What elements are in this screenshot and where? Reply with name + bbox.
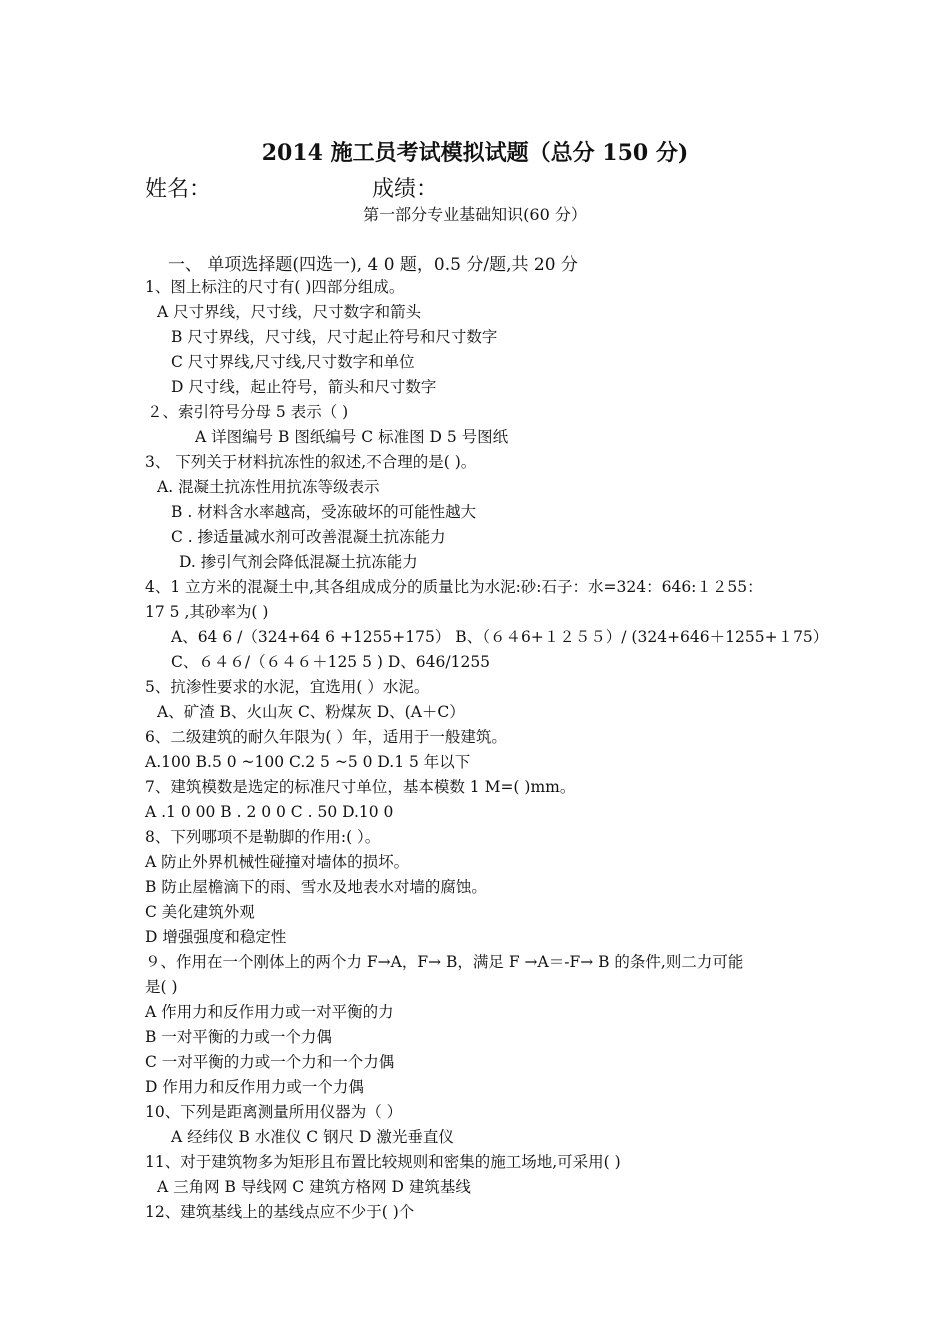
question-line: A 详图编号 B 图纸编号 C 标准图 D 5 号图纸 xyxy=(195,428,509,446)
question-line: C 一对平衡的力或一个力和一个力偶 xyxy=(145,1053,395,1071)
question-line: 7、建筑模数是选定的标准尺寸单位，基本模数 1 M=( )mm。 xyxy=(145,778,576,796)
question-line: B 尺寸界线，尺寸线，尺寸起止符号和尺寸数字 xyxy=(171,328,498,346)
question-line: D 尺寸线，起止符号，箭头和尺寸数字 xyxy=(171,378,437,396)
question-line: A 作用力和反作用力或一对平衡的力 xyxy=(145,1003,394,1021)
question-line: A、64 6 /（324+64 6 +1255+175） B、（６４6+１２５５）/ (324+646＋1255+１75） xyxy=(171,628,829,646)
question-line: 6、二级建筑的耐久年限为( ）年，适用于一般建筑。 xyxy=(145,728,507,746)
question-line: 8、下列哪项不是勒脚的作用:( ）。 xyxy=(145,828,381,846)
question-line: 4、1 立方米的混凝土中,其各组成成分的质量比为水泥:砂:石子：水=324：646:１２55： xyxy=(145,578,763,596)
question-line: A.100 B.5 0 ~100 C.2 5 ~5 0 D.1 5 年以下 xyxy=(145,753,471,771)
question-line: 1、图上标注的尺寸有( )四部分组成。 xyxy=(145,278,405,296)
section-heading: 一、 单项选择题(四选一), 4 0 题，0.5 分/题,共 20 分 xyxy=(168,255,578,275)
score-label: 成绩： xyxy=(372,177,439,202)
question-line: A 经纬仪 B 水准仪 C 钢尺 D 激光垂直仪 xyxy=(171,1128,454,1146)
question-line: D 作用力和反作用力或一个力偶 xyxy=(145,1078,364,1096)
question-line: ２、索引符号分母 5 表示（ ) xyxy=(147,403,349,421)
exam-title: 2014 施工员考试模拟试题（总分 150 分) xyxy=(261,140,689,166)
question-line: 11、对于建筑物多为矩形且布置比较规则和密集的施工场地,可采用( ) xyxy=(145,1153,621,1171)
question-line: A. 混凝土抗冻性用抗冻等级表示 xyxy=(157,478,380,496)
question-line: 12、建筑基线上的基线点应不少于( )个 xyxy=(145,1203,415,1221)
question-line: A 三角网 B 导线网 C 建筑方格网 D 建筑基线 xyxy=(157,1178,471,1196)
question-line: C 美化建筑外观 xyxy=(145,903,255,921)
question-line: 10、下列是距离测量所用仪器为（ ） xyxy=(145,1103,403,1121)
question-line: A 尺寸界线，尺寸线，尺寸数字和箭头 xyxy=(157,303,422,321)
question-line: 5、抗渗性要求的水泥，宜选用( ）水泥。 xyxy=(145,678,430,696)
part-heading: 第一部分专业基础知识(60 分） xyxy=(363,205,587,224)
question-line: D. 掺引气剂会降低混凝土抗冻能力 xyxy=(179,553,418,571)
question-line: A 防止外界机械性碰撞对墙体的损坏。 xyxy=(145,853,410,871)
question-line: 17 5 ,其砂率为( ) xyxy=(145,603,269,621)
question-line: A .1 0 00 B . 2 0 0 C . 50 D.10 0 xyxy=(145,803,394,821)
question-line: 是( ) xyxy=(145,978,178,996)
question-line: 3、 下列关于材料抗冻性的叙述,不合理的是( )。 xyxy=(145,453,477,471)
question-line: C 尺寸界线,尺寸线,尺寸数字和单位 xyxy=(171,353,415,371)
question-list xyxy=(145,275,829,1225)
question-line: C . 掺适量减水剂可改善混凝土抗冻能力 xyxy=(171,528,446,546)
question-line: B 防止屋檐滴下的雨、雪水及地表水对墙的腐蚀。 xyxy=(145,878,487,896)
question-line: B . 材料含水率越高，受冻破坏的可能性越大 xyxy=(171,503,477,521)
question-line: D 增强强度和稳定性 xyxy=(145,928,287,946)
question-line: C、６４６/（６４６＋125 5 ) D、646/1255 xyxy=(171,653,491,671)
name-score-row xyxy=(145,172,439,203)
question-line: A、矿渣 B、火山灰 C、粉煤灰 D、(A＋C） xyxy=(157,703,465,721)
question-line: B 一对平衡的力或一个力偶 xyxy=(145,1028,332,1046)
question-line: ９、作用在一个刚体上的两个力 F→A，F→ B，满足 F →A＝-F→ B 的条件,则二力可能 xyxy=(145,953,744,971)
name-label: 姓名： xyxy=(145,177,212,202)
